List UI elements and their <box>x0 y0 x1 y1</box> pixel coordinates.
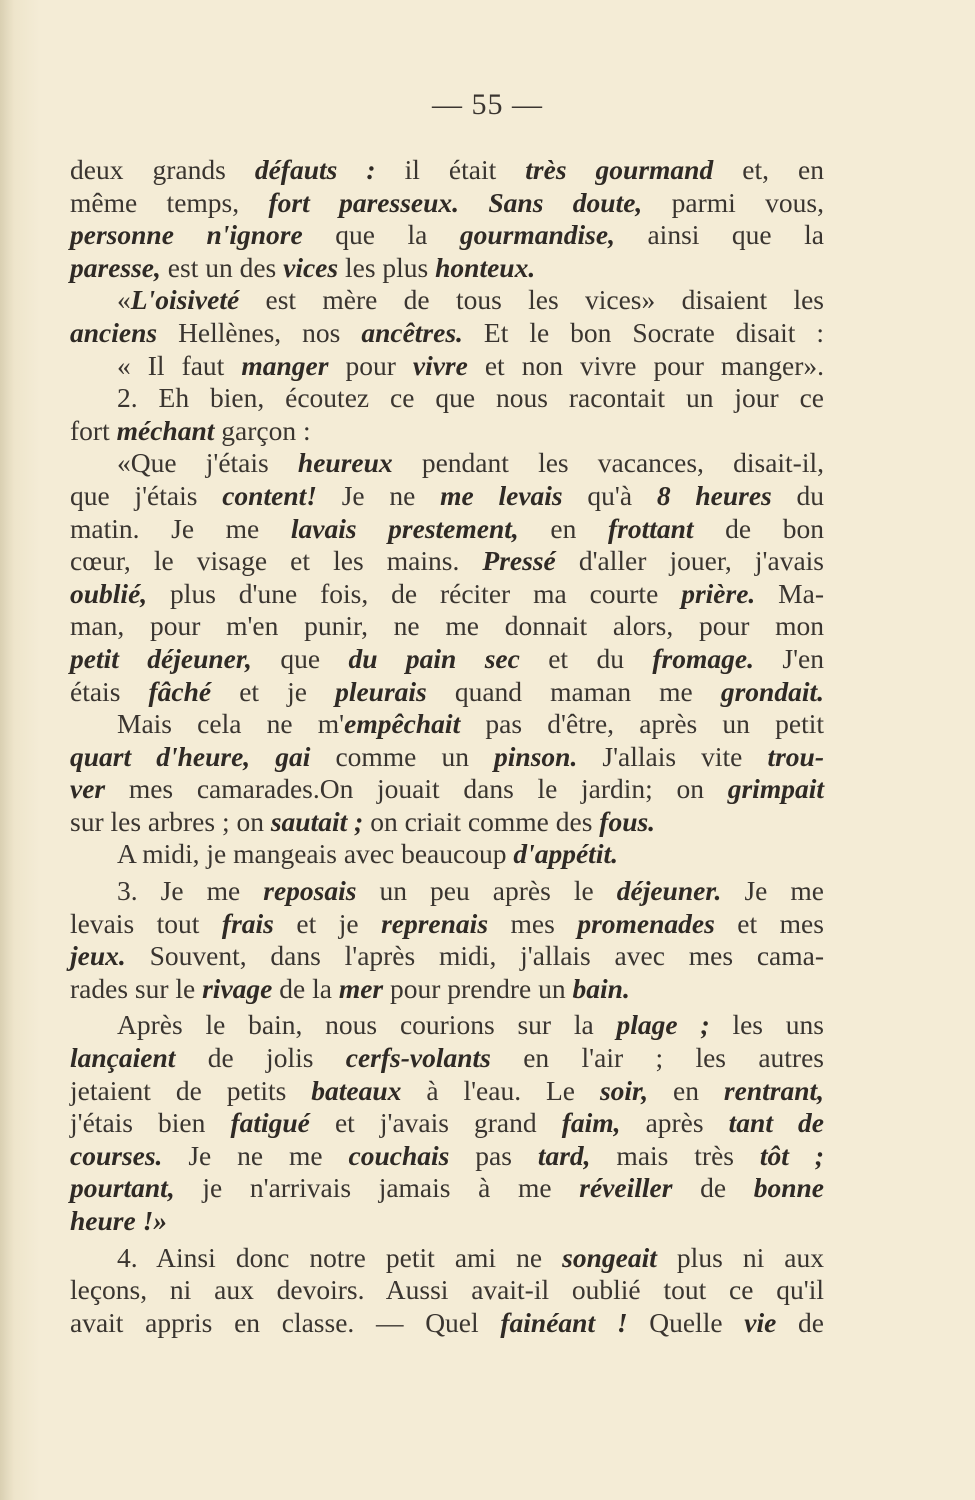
text-run: « <box>117 284 131 316</box>
emphasized-word: me levais <box>440 479 563 511</box>
emphasized-word: bain. <box>572 972 630 1004</box>
text-run: pour prendre un <box>383 972 573 1004</box>
emphasized-word: L'oisiveté <box>130 284 240 316</box>
emphasized-word: reposais <box>263 875 357 907</box>
emphasized-word: fainéant ! <box>500 1306 628 1338</box>
emphasized-word: tôt ; <box>759 1139 824 1171</box>
text-run: étais <box>70 675 149 707</box>
emphasized-word: promenades <box>577 907 715 939</box>
page-number: — 55 — <box>432 88 543 121</box>
emphasized-word: fous. <box>599 805 656 837</box>
text-line <box>70 676 824 709</box>
text-run: 4. Ainsi donc notre petit ami ne <box>117 1241 563 1273</box>
emphasized-word: fatigué <box>230 1107 310 1139</box>
text-line <box>70 806 824 839</box>
text-run: pendant les vacances, disait-il, <box>392 447 824 479</box>
text-run: man, pour m'en punir, ne me donnait alors, pour mon <box>70 610 824 642</box>
text-run: mes camarades.On jouait dans le jardin; on <box>105 773 728 805</box>
emphasized-word: prière. <box>681 577 756 609</box>
text-line <box>70 187 824 220</box>
text-run: pour <box>328 349 413 381</box>
text-run: et, en <box>713 154 824 185</box>
emphasized-word: vices <box>283 251 339 283</box>
text-line <box>70 154 824 187</box>
text-line <box>70 741 824 774</box>
text-run: que j'étais <box>70 479 223 511</box>
text-run: leçons, ni aux devoirs. Aussi avait-il oublié tout ce qu'il <box>70 1274 824 1306</box>
text-run: Je ne me <box>162 1139 349 1171</box>
emphasized-word: grimpait <box>727 773 824 805</box>
text-line <box>70 578 824 611</box>
text-run: de <box>776 1306 824 1338</box>
emphasized-word: pleurais <box>335 675 427 707</box>
text-run: à l'eau. Le <box>401 1074 600 1106</box>
emphasized-word: couchais <box>348 1139 450 1171</box>
text-run: qu'à <box>562 479 657 511</box>
emphasized-word: sautait ; <box>270 805 364 837</box>
text-run: même temps, <box>70 186 269 218</box>
text-line <box>70 610 824 643</box>
text-line <box>70 643 824 676</box>
text-run: Je ne <box>316 479 441 511</box>
emphasized-word: n'ignore <box>206 219 303 251</box>
text-line <box>70 1307 824 1340</box>
text-run: rades sur le <box>70 972 203 1004</box>
text-run: comme un <box>310 740 495 772</box>
emphasized-word: rivage <box>202 972 273 1004</box>
emphasized-word: honteux. <box>435 251 536 283</box>
emphasized-word: méchant <box>116 414 215 446</box>
text-run: et du <box>519 642 653 674</box>
text-run: est mère de tous les vices» disaient les <box>239 284 824 316</box>
text-run: et je <box>273 907 382 939</box>
text-run: Souvent, dans l'après midi, j'allais avec mes cama- <box>125 940 824 972</box>
text-run: et mes <box>714 907 824 939</box>
text-line <box>70 1205 824 1238</box>
text-run: mes <box>488 907 578 939</box>
text-run: d'aller jouer, j'avais <box>555 545 824 577</box>
text-line <box>70 545 824 578</box>
text-run: deux grands <box>70 154 255 185</box>
text-line <box>70 1242 824 1275</box>
text-line <box>70 773 824 806</box>
text-line <box>70 252 824 285</box>
text-run <box>459 187 488 218</box>
text-line <box>70 708 824 741</box>
emphasized-word: vie <box>744 1306 777 1338</box>
text-line <box>70 1172 824 1205</box>
emphasized-word: rentrant, <box>723 1074 825 1106</box>
text-run: de jolis <box>175 1042 346 1074</box>
emphasized-word: anciens <box>70 316 158 348</box>
emphasized-word: heureux <box>297 447 393 479</box>
text-run: quand maman me <box>426 675 721 707</box>
text-run: Je me <box>721 875 824 907</box>
emphasized-word: songeait <box>562 1241 657 1273</box>
text-run: en <box>648 1074 724 1106</box>
emphasized-word: frottant <box>607 512 694 544</box>
text-run: on criait comme des <box>363 805 600 837</box>
emphasized-word: reprenais <box>381 907 489 939</box>
emphasized-word: pinson. <box>494 740 578 772</box>
text-run: sur les arbres ; on <box>70 805 271 837</box>
emphasized-word: trou- <box>767 740 824 772</box>
text-run: plus ni aux <box>656 1241 824 1273</box>
text-run: et j'avais grand <box>309 1107 562 1139</box>
emphasized-word: frais <box>221 907 274 939</box>
emphasized-word: jeux. <box>70 940 126 972</box>
text-run: ainsi que la <box>614 219 825 251</box>
emphasized-word: personne <box>70 219 174 251</box>
text-line <box>70 1274 824 1307</box>
text-line <box>70 838 824 871</box>
text-run: et non vivre pour manger». <box>467 349 824 381</box>
emphasized-word: tant de <box>728 1107 824 1139</box>
emphasized-word: déjeuner. <box>616 875 722 907</box>
text-line <box>70 1107 824 1140</box>
text-run: 3. Je me <box>117 875 264 907</box>
text-run: pas d'être, après un petit <box>460 708 824 740</box>
text-line <box>70 415 824 448</box>
text-line <box>70 1042 824 1075</box>
text-run: garçon : <box>214 414 311 446</box>
text-run: que la <box>302 219 460 251</box>
text-run: Et le bon Socrate disait : <box>462 316 825 348</box>
text-run: il était <box>375 154 526 185</box>
emphasized-word: Sans doute, <box>488 186 643 218</box>
text-run: fort <box>70 414 117 446</box>
text-run: mais très <box>590 1139 760 1171</box>
emphasized-word: manger <box>241 349 329 381</box>
text-run: plus d'une fois, de réciter ma courte <box>147 577 682 609</box>
emphasized-word: heure !» <box>70 1205 168 1236</box>
emphasized-word: fort paresseux. <box>268 186 460 218</box>
emphasized-word: ver <box>70 773 106 805</box>
text-run: du <box>771 479 824 511</box>
emphasized-word: paresse, <box>70 251 161 283</box>
text-line <box>70 317 824 350</box>
text-line <box>70 973 824 1006</box>
body-text <box>70 154 824 1339</box>
emphasized-word: cerfs-volants <box>345 1042 491 1074</box>
emphasized-word: soir, <box>599 1074 649 1106</box>
text-run: les uns <box>709 1009 824 1041</box>
text-line <box>70 1140 824 1173</box>
emphasized-word: fromage. <box>652 642 754 674</box>
emphasized-word: courses. <box>70 1139 163 1171</box>
text-run: jetaient de petits <box>70 1074 312 1106</box>
text-run: que <box>251 642 349 674</box>
text-run: de bon <box>693 512 824 544</box>
text-run: cœur, le visage et les mains. <box>70 545 483 577</box>
emphasized-word: d'appétit. <box>513 838 618 870</box>
text-line <box>70 1009 824 1042</box>
text-run: de <box>672 1172 754 1204</box>
emphasized-word: grondait. <box>720 675 824 707</box>
text-run: pas <box>449 1139 538 1171</box>
emphasized-word: 8 heures <box>656 479 772 511</box>
emphasized-word: oublié, <box>70 577 148 609</box>
emphasized-word: lançaient <box>70 1042 176 1074</box>
text-run: A midi, je mangeais avec beaucoup <box>117 838 514 870</box>
emphasized-word: défauts : <box>254 154 376 185</box>
text-line <box>70 940 824 973</box>
text-run: et je <box>211 675 336 707</box>
emphasized-word: petit déjeuner, <box>70 642 252 674</box>
emphasized-word: du pain sec <box>348 642 520 674</box>
text-run: Mais cela ne m' <box>117 708 345 740</box>
text-run: Quelle <box>627 1306 745 1338</box>
text-run: « Il faut <box>117 349 242 381</box>
text-line <box>70 480 824 513</box>
text-run: de la <box>272 972 339 1004</box>
text-run: 2. Eh bien, écoutez ce que nous racontait un jour ce <box>117 382 824 414</box>
text-run: parmi vous, <box>642 186 824 218</box>
text-line <box>70 350 824 383</box>
emphasized-word: vivre <box>412 349 468 381</box>
emphasized-word: ancêtres. <box>361 316 463 348</box>
text-run: en <box>518 512 608 544</box>
emphasized-word: réveiller <box>579 1172 673 1204</box>
emphasized-word: mer <box>338 972 384 1004</box>
emphasized-word: lavais prestement, <box>290 512 519 544</box>
text-run: les plus <box>338 251 436 283</box>
text-run <box>174 219 207 250</box>
text-run: Ma- <box>755 577 824 609</box>
text-run: un peu après le <box>356 875 617 907</box>
text-run: avait appris en classe. — Quel <box>70 1306 501 1338</box>
emphasized-word: quart d'heure, gai <box>70 740 311 772</box>
text-run: je n'arrivais jamais à me <box>174 1172 580 1204</box>
text-run: J'allais vite <box>577 740 768 772</box>
text-run: levais tout <box>70 907 222 939</box>
text-line <box>70 284 824 317</box>
text-run: en l'air ; les autres <box>490 1042 824 1074</box>
emphasized-word: bateaux <box>311 1074 402 1106</box>
emphasized-word: gourmandise, <box>459 219 615 251</box>
text-line <box>70 1075 824 1108</box>
text-line <box>70 382 824 415</box>
text-line <box>70 513 824 546</box>
text-run: j'étais bien <box>70 1107 231 1139</box>
text-run: «Que j'étais <box>117 447 298 479</box>
emphasized-word: pourtant, <box>70 1172 175 1204</box>
text-line <box>70 908 824 941</box>
emphasized-word: tard, <box>537 1139 591 1171</box>
text-run: J'en <box>753 642 824 674</box>
text-run: est un des <box>160 251 284 283</box>
text-line <box>70 219 824 252</box>
emphasized-word: très gourmand <box>525 154 714 185</box>
emphasized-word: plage ; <box>616 1009 710 1041</box>
text-run: Après le bain, nous courions sur la <box>117 1009 617 1041</box>
emphasized-word: faim, <box>561 1107 621 1139</box>
text-run: Hellènes, nos <box>157 316 362 348</box>
text-line <box>70 447 824 480</box>
text-line <box>70 875 824 908</box>
text-run: matin. Je me <box>70 512 291 544</box>
emphasized-word: Pressé <box>482 545 556 577</box>
emphasized-word: content! <box>222 479 317 511</box>
emphasized-word: fâché <box>148 675 212 707</box>
emphasized-word: empêchait <box>344 708 461 740</box>
emphasized-word: bonne <box>753 1172 824 1204</box>
text-run: après <box>620 1107 729 1139</box>
